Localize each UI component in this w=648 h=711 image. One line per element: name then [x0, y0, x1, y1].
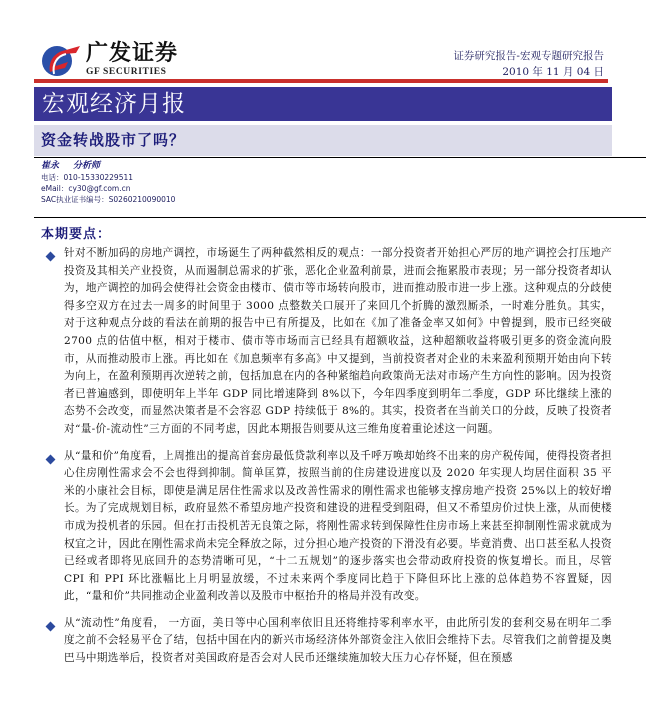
subtitle-divider	[34, 157, 646, 158]
report-subtitle: 资金转战股市了吗？	[41, 131, 186, 149]
author-name: 崔永	[41, 161, 60, 171]
author-divider	[34, 217, 646, 218]
section-heading-key-points: 本期要点：	[41, 227, 112, 242]
gf-logo-icon	[40, 42, 82, 78]
key-point-item	[44, 615, 612, 668]
author-phone: 电话：010-15330229511	[41, 173, 134, 182]
key-points-list	[44, 245, 612, 677]
author-sac-number: SAC执业证书编号：S0260210090010	[41, 195, 176, 204]
diamond-bullet-icon	[46, 454, 56, 464]
key-point-text: 从“流动性”角度看， 一方面，美日等中心国利率依旧且还将维持零利率水平，由此所引发的套利交易在明年二季度之前不会轻易平仓了结，包括中国在内的新兴市场经济体外部资金注入依旧会维持下去。尽管我们之前曾提及奥巴马中期选举后，投资者对美国政府是否会对人民币还继续施加较大压力心存怀疑，但在预感	[64, 616, 612, 665]
diamond-bullet-icon	[46, 621, 56, 631]
report-date: 2010 年 11 月 04 日	[502, 66, 604, 78]
logo-english-name: GF SECURITIES	[86, 67, 167, 77]
author-info	[41, 160, 175, 205]
header-divider-red	[34, 79, 608, 83]
gf-securities-logo	[40, 42, 178, 78]
key-point-text: 从“量和价”角度看，上周推出的提高首套房最低贷款利率以及千呼万唤却始终不出来的房产税传闻，使得投资者担心住房刚性需求会不会也得到抑制。简单匡算，按照当前的住房建设进度以及 2020 年实现人均居住面积 35 平米的小康社会目标，即使是满足居住性需求以及改善性需求的刚性需求也能够支撑房地产投资 25%以上的较好增长。为了完成规划目标，政府显然不希望房地产投资和建设的进程受到阻碍，但又不希望房价过快上涨，从而使楼市成为投机者的乐园。但在打击投机苦无良策之际，将刚性需求转到保障性住房市场上来甚至抑制刚性需求就成为权宜之计，因此在刚性需求尚未完全释放之际，过分担心地产投资的下滑没有必要。毕竟消费、出口甚至私人投资已经或者即将见底回升的态势清晰可见，“十二五规划”的逐步落实也会带动政府投资的恢复增长。而且，尽管 CPI 和 PPI 环比涨幅比上月明显放缓，不过未来两个季度同比趋于下降但环比上涨的总体趋势不容置疑，因此，“量和价”共同推动企业盈利改善以及股市中枢抬升的格局并没有改变。	[64, 449, 612, 603]
report-subtitle-bar	[34, 125, 612, 156]
author-email[interactable]: eMail：cy30@gf.com.cn	[41, 184, 131, 193]
key-point-item	[44, 245, 612, 439]
logo-chinese-name: 广发证券	[86, 41, 179, 66]
key-point-item	[44, 448, 612, 606]
report-type: 证券研究报告-宏观专题研究报告	[453, 50, 604, 62]
diamond-bullet-icon	[46, 252, 56, 262]
author-role: 分析师	[73, 161, 101, 171]
key-point-text: 针对不断加码的房地产调控，市场诞生了两种截然相反的观点：一部分投资者开始担心严厉的地产调控会打压地产投资及其相关产业投资，从而遏制总需求的扩张，恶化企业盈利前景，进而会拖累股市表现；另一部分投资者却认为，地产调控的加码会使得社会资金由楼市、债市等市场转向股市，进而推动股市进一步上涨。这种观点的分歧使得多空双方在过去一周多的时间里于 3000 点整数关口展开了来回几个折腾的激烈厮杀，一时难分胜负。其实，对于这种观点分歧的看法在前期的报告中已有所提及，比如在《加了准备金率又如何》中曾提到，股市已经突破 2700 点的估值中枢，相对于楼市、债市等市场而言已经具有超额收益，这种超额收益将吸引更多的资金流向股市，从而推动股市上涨。再比如在《加息频率有多高》中又提到，当前投资者对企业的未来盈利预期开始由向下转为向上，在盈利预期再次逆转之前，包括加息在内的各种紧缩趋向政策尚无法对市场产生方向性的影响。因为投资者已普遍感到，即使明年上半年 GDP 同比增速降到 8%以下，今年四季度到明年二季度，GDP 环比继续上涨的态势不会改变，而显然决策者是不会容忍 GDP 持续低于 8%的。其实，投资者在当前关口的分歧，反映了投资者对“量-价-流动性”三方面的不同考虑，因此本期报告则要从这三维角度着重论述这一问题。	[64, 247, 612, 435]
report-title-bar	[34, 87, 612, 121]
report-title: 宏观经济月报	[42, 91, 186, 117]
report-meta	[453, 48, 604, 80]
